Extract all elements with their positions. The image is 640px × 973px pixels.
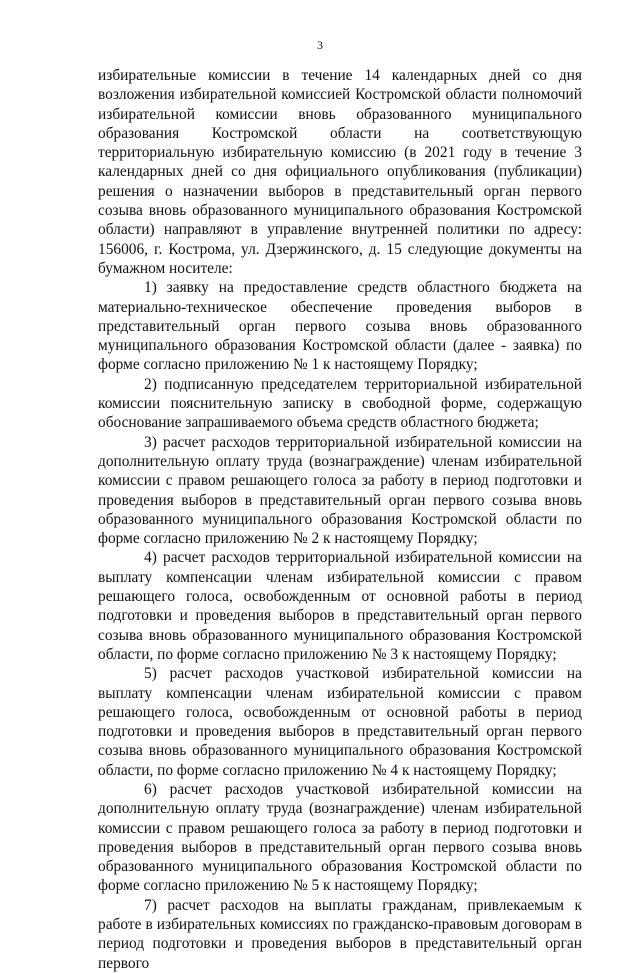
list-item-1: 1) заявку на предоставление средств областного бюджета на материально-техническое обеспечение проведения выборов в представительный орган первого созыва вновь образованного муниципального образования Костромской области (далее - заявка) по форме согласно приложению № 1 к настоящему Порядку; bbox=[98, 279, 582, 374]
list-item-4: 4) расчет расходов территориальной избирательной комиссии на выплату компенсации членам избирательной комиссии с правом решающего голоса, освобожденным от основной работы в период подготовки и проведения выборов в представительный орган первого созыва вновь образованного муниципального образования Костромской области, по форме согласно приложению № 3 к настоящему Порядку; bbox=[98, 549, 582, 663]
paragraph-intro: избирательные комиссии в течение 14 календарных дней со дня возложения избирательной комиссией Костромской области полномочий избирательной комиссии вновь образованного муниципального образования Костромской области на соответствующую территориальную избирательную комиссию (в 2021 году в течение 3 календарных дней со дня официального опубликования (публикации) решения о назначении выборов в представительный орган первого созыва вновь образованного муниципального образования Костромской области) направляют в управление внутренней политики по адресу: 156006, г. Кострома, ул. Дзержинского, д. 15 следующие документы на бумажном носителе: bbox=[98, 67, 582, 277]
page-number: 3 bbox=[317, 38, 323, 52]
list-item-6: 6) расчет расходов участковой избирательной комиссии на дополнительную оплату труда (вознаграждение) членам избирательной комиссии с правом решающего голоса за работу в период подготовки и проведения выборов в представительный орган первого созыва вновь образованного муниципального образования Костромской области по форме согласно приложению № 5 к настоящему Порядку; bbox=[98, 780, 582, 895]
list-item-2: 2) подписанную председателем территориальной избирательной комиссии пояснительную записку в свободной форме, содержащую обоснование запрашиваемого объема средств областного бюджета; bbox=[98, 375, 582, 432]
list-item-3: 3) расчет расходов территориальной избирательной комиссии на дополнительную оплату труда (вознаграждение) членам избирательной комиссии с правом решающего голоса за работу в период подготовки и проведения выборов в представительный орган первого созыва вновь образованного муниципального образования Костромской области по форме согласно приложению № 2 к настоящему Порядку; bbox=[98, 433, 582, 548]
list-item-5: 5) расчет расходов участковой избирательной комиссии на выплату компенсации членам избирательной комиссии с правом решающего голоса, освобожденным от основной работы в период подготовки и проведения выборов в представительный орган первого созыва вновь образованного муниципального образования Костромской области, по форме согласно приложению № 4 к настоящему Порядку; bbox=[98, 665, 582, 779]
list-item-7: 7) расчет расходов на выплаты гражданам, привлекаемым к работе в избирательных комиссиях по гражданско-правовым договорам в период подготовки и проведения выборов в представительный орган первого bbox=[98, 896, 582, 972]
document-body bbox=[98, 66, 582, 973]
